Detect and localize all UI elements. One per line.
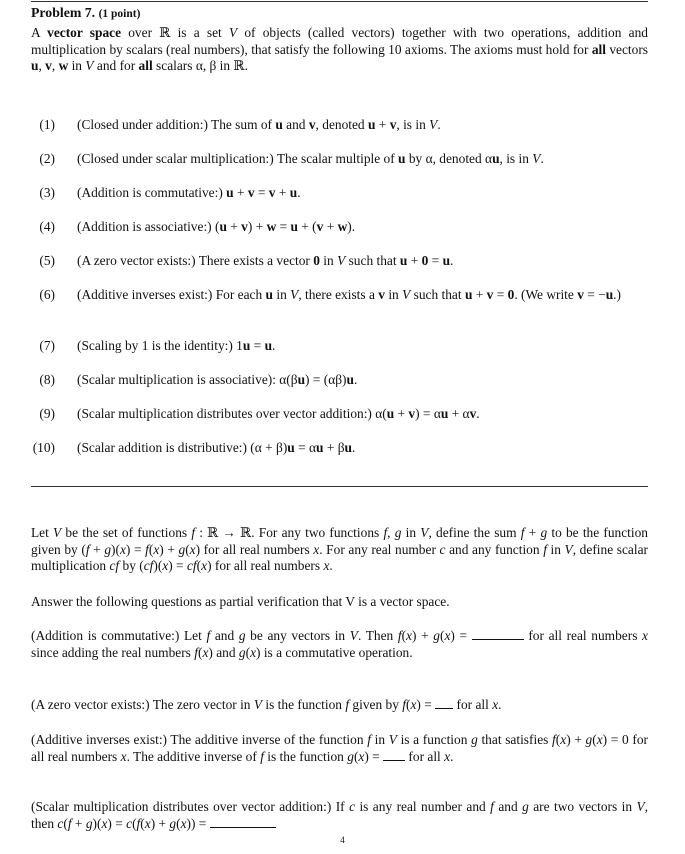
math-symbol: V	[53, 525, 62, 540]
math-symbol: u	[287, 440, 295, 455]
problem-title-text: Problem 7.	[31, 5, 96, 20]
axiom-text: (Closed under addition:) The sum of u and v, denoted u + v, is in V.	[77, 117, 441, 132]
math-symbol: V	[85, 58, 94, 73]
math-symbol: u	[399, 253, 408, 268]
math-symbol: v	[241, 219, 248, 234]
question-additive-inverse: (Additive inverses exist:) The additive inverse of the function f in V is a function g that satisfies f(x) + g(x) = 0 for all real numbers x. The additive inverse of f is the function g(x) = for all x.	[31, 732, 648, 764]
math-symbol: all	[591, 41, 606, 57]
math-symbol: v	[45, 58, 52, 73]
question-zero-vector: (A zero vector exists:) The zero vector in V is the function f given by f(x) = for all x.	[31, 697, 502, 712]
math-symbol: 0	[313, 253, 320, 268]
math-symbol: g	[522, 799, 529, 814]
axiom-text: (Scalar addition is distributive:) (α + β)u = αu + βu.	[77, 440, 356, 455]
math-symbol: x	[101, 815, 108, 831]
page-number: 4	[340, 835, 345, 845]
math-symbol: all	[138, 58, 153, 73]
math-symbol: v	[316, 219, 324, 234]
math-symbol: x	[358, 748, 365, 764]
math-symbol: u	[265, 287, 273, 302]
math-symbol: g	[433, 628, 440, 643]
problem-intro: A vector space over ℝ is a set V of objects (called vectors) together with two operations, addition and multiplication by scalars (real numbers), that satisfy the following 10 axioms. The axioms must hold for all vectors u, v, w in V and for all scalars α, β in ℝ.	[31, 25, 648, 73]
axiom-number: (6)	[39, 287, 55, 302]
math-symbol: g	[238, 644, 246, 660]
math-symbol: V	[253, 697, 263, 712]
math-symbol: u	[440, 406, 449, 421]
math-symbol: w	[266, 219, 277, 234]
math-symbol: V	[290, 287, 299, 302]
math-symbol: f	[397, 628, 402, 643]
math-symbol: c	[57, 815, 64, 831]
math-symbol: V	[228, 25, 238, 40]
axiom-number: (10)	[32, 440, 55, 455]
math-symbol: u	[442, 253, 451, 268]
math-symbol: f	[490, 799, 494, 814]
answer-blank[interactable]	[383, 749, 405, 761]
math-symbol: u	[264, 338, 273, 353]
top-rule	[31, 1, 648, 2]
math-symbol: f	[136, 815, 141, 831]
math-symbol: c	[126, 815, 133, 831]
math-symbol: g	[471, 732, 478, 747]
math-symbol: V	[402, 287, 411, 302]
math-symbol: 0	[421, 253, 429, 268]
math-symbol: u	[275, 117, 283, 132]
axiom-text: (A zero vector exists:) There exists a vector 0 in V such that u + 0 = u.	[77, 253, 454, 268]
math-symbol: 0	[507, 287, 515, 302]
math-symbol: V	[564, 541, 573, 557]
math-symbol: f	[383, 525, 388, 540]
math-symbol: x	[560, 732, 567, 747]
math-symbol: cf	[143, 558, 154, 573]
math-symbol: v	[408, 406, 416, 421]
math-symbol: f	[402, 697, 406, 712]
axiom-item	[31, 440, 648, 457]
math-symbol: f	[367, 732, 371, 747]
question-commutative: (Addition is commutative:) Let f and g be any vectors in V. Then f(x) + g(x) = for all real numbers x since adding the real numbers f(x) and g(x) is a commutative operation.	[31, 628, 648, 660]
math-symbol: g	[178, 541, 186, 557]
math-symbol: x	[444, 748, 451, 764]
math-symbol: V	[349, 628, 358, 643]
math-symbol: x	[162, 558, 169, 573]
axiom-item	[31, 185, 648, 202]
axiom-item	[31, 253, 648, 270]
math-symbol: V	[429, 117, 438, 132]
axiom-text: (Additive inverses exist:) For each u in V, there exists a v in V such that u + v = 0. (We write v = −u.)	[77, 287, 621, 302]
math-symbol: g	[85, 815, 93, 831]
axiom-number: (3)	[39, 185, 55, 200]
math-symbol: g	[238, 628, 246, 643]
problem-title	[31, 5, 648, 23]
math-symbol: f	[206, 628, 211, 643]
axiom-text: (Scalar multiplication is associative): α(βu) = (αβ)u.	[77, 372, 358, 387]
axiom-item	[31, 372, 648, 389]
math-symbol: f	[260, 748, 264, 764]
axiom-number: (5)	[39, 253, 55, 268]
axiom-number: (8)	[39, 372, 55, 387]
question-distributes: (Scalar multiplication distributes over vector addition:) If c is any real number and f and g are two vectors in V, then c(f + g)(x) = c(f(x) + g(x)) =	[31, 799, 648, 831]
math-symbol: u	[297, 372, 306, 387]
math-symbol: v	[469, 406, 477, 421]
math-symbol: v	[378, 287, 385, 302]
math-symbol: u	[492, 151, 500, 166]
axiom-text: (Closed under scalar multiplication:) The scalar multiple of u by α, denoted αu, is in V.	[77, 151, 544, 166]
math-symbol: x	[492, 697, 499, 712]
math-symbol: x	[642, 628, 648, 643]
math-symbol: x	[323, 558, 330, 573]
section-divider	[31, 486, 648, 487]
math-symbol: v	[308, 117, 316, 132]
math-symbol: g	[104, 541, 112, 557]
math-symbol: u	[464, 287, 473, 302]
math-symbol: x	[202, 644, 209, 660]
axiom-number: (2)	[39, 151, 55, 166]
math-symbol: cf	[186, 558, 197, 573]
axiom-text: (Scaling by 1 is the identity:) 1u = u.	[77, 338, 276, 353]
axiom-item	[31, 151, 648, 168]
math-symbol: V	[532, 151, 541, 166]
setup-paragraph: Let V be the set of functions f : ℝ → ℝ. For any two functions f, g in V, define the sum f + g to be the function given by (f + g)(x) = f(x) + g(x) for all real numbers x. For any real number c and any function f in V, define scalar multiplication cf by (cf)(x) = cf(x) for all real numbers x.	[31, 525, 648, 573]
math-symbol: x	[313, 541, 320, 557]
math-symbol: u	[31, 58, 39, 73]
math-symbol: w	[337, 219, 348, 234]
axiom-item	[31, 338, 648, 355]
math-symbol: x	[189, 541, 196, 557]
math-symbol: x	[250, 644, 257, 660]
math-symbol: g	[347, 748, 354, 764]
math-symbol: g	[394, 525, 402, 540]
math-symbol: g	[540, 525, 548, 540]
math-symbol: g	[169, 815, 177, 831]
math-symbol: u	[346, 372, 354, 387]
math-symbol: f	[543, 541, 547, 557]
math-symbol: V	[337, 253, 346, 268]
math-symbol: x	[201, 558, 208, 573]
axiom-item	[31, 406, 648, 423]
axiom-number: (4)	[39, 219, 55, 234]
math-symbol: v	[268, 185, 276, 200]
math-symbol: u	[290, 219, 298, 234]
math-symbol: x	[410, 697, 417, 712]
answer-blank[interactable]	[210, 816, 276, 828]
axiom-number: (9)	[39, 406, 55, 421]
math-symbol: u	[367, 117, 376, 132]
axiom-item	[31, 117, 648, 134]
answer-blank[interactable]	[435, 697, 453, 709]
math-symbol: x	[444, 628, 451, 643]
math-symbol: V	[636, 799, 645, 814]
math-symbol: c	[349, 799, 356, 814]
math-symbol: cf	[109, 558, 120, 573]
math-symbol: v	[486, 287, 494, 302]
answer-blank[interactable]	[472, 628, 524, 640]
math-symbol: f	[552, 732, 556, 747]
math-symbol: x	[119, 541, 126, 557]
math-symbol: x	[120, 748, 127, 764]
math-symbol: f	[345, 697, 350, 712]
math-symbol: f	[145, 541, 149, 557]
axiom-item	[31, 287, 648, 304]
axiom-text: (Addition is commutative:) u + v = v + u.	[77, 185, 301, 200]
math-symbol: f	[85, 541, 90, 557]
math-symbol: u	[289, 185, 298, 200]
math-symbol: u	[242, 338, 251, 353]
math-symbol: u	[605, 287, 614, 302]
math-symbol: x	[144, 815, 151, 831]
instruction-text: Answer the following questions as partial verification that V is a vector space.	[31, 594, 450, 609]
math-symbol: x	[596, 732, 603, 747]
math-symbol: u	[344, 440, 352, 455]
math-symbol: x	[180, 815, 187, 831]
math-symbol: V	[420, 525, 429, 540]
axiom-item	[31, 219, 648, 236]
math-symbol: vector space	[47, 25, 122, 40]
math-symbol: f	[520, 525, 525, 540]
problem-points: (1 point)	[98, 8, 141, 20]
math-symbol: v	[577, 287, 584, 302]
axiom-number: (1)	[39, 117, 55, 132]
math-symbol: V	[388, 732, 397, 747]
math-symbol: v	[247, 185, 255, 200]
math-symbol: g	[585, 732, 593, 747]
math-symbol: v	[389, 117, 397, 132]
math-symbol: f	[194, 644, 198, 660]
axiom-text: (Addition is associative:) (u + v) + w = u + (v + w).	[77, 219, 356, 234]
math-symbol: x	[406, 628, 412, 643]
axiom-text: (Scalar multiplication distributes over vector addition:) α(u + v) = αu + αv.	[77, 406, 480, 421]
math-symbol: f	[67, 815, 72, 831]
math-symbol: x	[153, 541, 160, 557]
math-symbol: c	[439, 541, 446, 557]
math-symbol: u	[226, 185, 234, 200]
math-symbol: u	[398, 151, 406, 166]
math-symbol: w	[58, 58, 69, 73]
math-symbol: u	[316, 440, 324, 455]
math-symbol: f	[191, 525, 196, 540]
math-symbol: u	[386, 406, 395, 421]
math-symbol: u	[219, 219, 227, 234]
axiom-number: (7)	[39, 338, 55, 353]
